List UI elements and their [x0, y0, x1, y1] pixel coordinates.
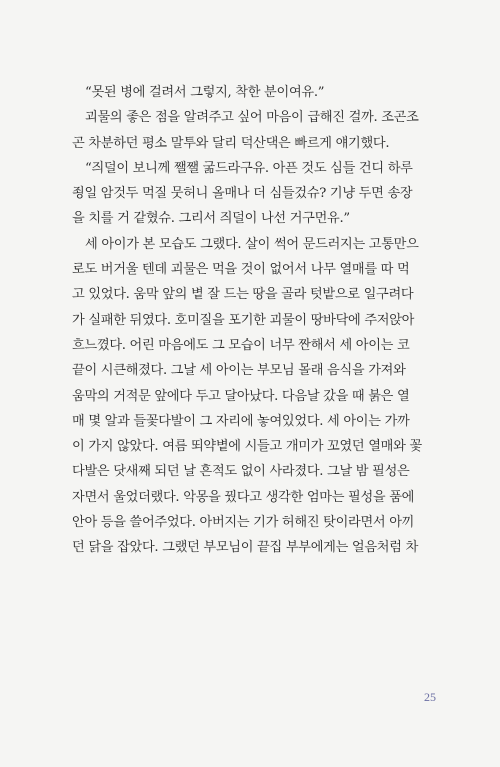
text-line: 다발은 닷새째 되던 날 흔적도 없이 사라졌다. 그날 밤 필성은: [72, 464, 410, 480]
text-line: 곤 차분하던 평소 말투와 달리 덕산댁은 빠르게 얘기했다.: [72, 135, 390, 151]
text-line: 을 치를 거 같혔슈. 그리서 즤덜이 나선 거구먼유.”: [72, 211, 350, 227]
text-line: 흐느꼈다. 어린 마음에도 그 모습이 너무 짠해서 세 아이는 코: [72, 337, 410, 353]
page-number: 25: [424, 690, 436, 704]
text-line: 세 아이가 본 모습도 그랬다. 살이 썩어 문드러지는 고통만으: [85, 236, 419, 252]
text-line: 로도 버거울 텐데 괴물은 먹을 것이 없어서 나무 열매를 따 먹: [72, 262, 410, 278]
text-line: 괴물의 좋은 점을 알려주고 싶어 마음이 급해진 걸까. 조곤조: [85, 110, 419, 126]
text-line: 매 몇 알과 들꽃다발이 그 자리에 놓여있었다. 세 아이는 가까: [72, 413, 410, 429]
text-line: 자면서 울었더랬다. 악몽을 꿨다고 생각한 엄마는 필성을 품에: [72, 489, 415, 505]
text-line: 가 실패한 뒤였다. 호미질을 포기한 괴물이 땅바닥에 주저앉아: [72, 312, 415, 328]
text-line: 안아 등을 쓸어주었다. 아버지는 기가 허해진 탓이라면서 아끼: [72, 515, 415, 531]
text-line: 이 가지 않았다. 여름 뙤약볕에 시들고 개미가 꼬였던 열매와 꽃: [72, 439, 422, 455]
text-line: 움막의 거적문 앞에다 두고 달아났다. 다음날 갔을 때 붉은 열: [72, 388, 410, 404]
text-line: 죙일 암것두 먹질 뭇허니 올매나 더 심들겄슈? 기냥 두면 송장: [72, 186, 413, 202]
body-text: [72, 80, 444, 561]
text-line: 끝이 시큰해졌다. 그날 세 아이는 부모님 몰래 음식을 가져와: [72, 363, 406, 379]
text-line: “즤덜이 보니께 쨀쨀 굶드라구유. 아픈 것도 심들 건디 하루: [85, 160, 413, 176]
text-line: 던 닭을 잡았다. 그랬던 부모님이 끝집 부부에게는 얼음처럼 차: [72, 540, 419, 556]
text-line: 고 있었다. 움막 앞의 볕 잘 드는 땅을 골라 텃밭으로 일구려다: [72, 287, 414, 303]
text-line: “못된 병에 걸려서 그렇지, 착한 분이여유.”: [85, 85, 325, 100]
